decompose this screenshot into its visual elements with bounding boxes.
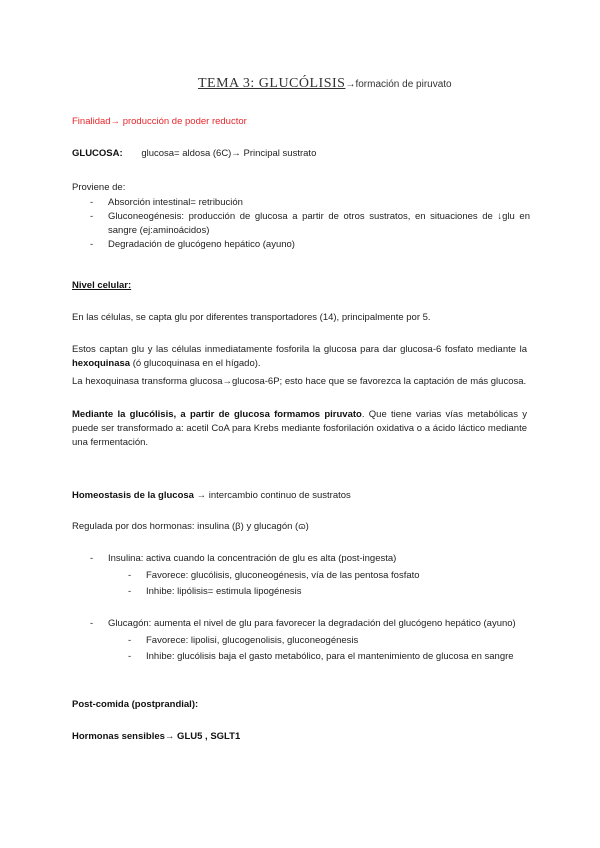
nivel-celular-p3: La hexoquinasa transforma glucosa→glucosa-6P; esto hace que se favorezca la captación de más glucosa. (72, 376, 527, 387)
proviene-heading: Proviene de: (72, 182, 126, 193)
list-item: - Absorción intestinal= retribución (90, 197, 243, 208)
title-main: TEMA 3: GLUCÓLISIS (198, 76, 346, 91)
bullet-dash: - (90, 211, 94, 222)
finalidad-line: Finalidad→ producción de poder reductor (72, 116, 247, 127)
page-title (198, 76, 452, 92)
bullet-dash: - (90, 553, 94, 564)
title-subtitle: →formación de piruvato (345, 79, 452, 90)
hexoquinasa-highlight: hexoquinasa (72, 358, 131, 369)
proviene-list (90, 196, 530, 252)
insulina-favorece: - Favorece: glucólisis, gluconeogénesis, vía de las pentosa fosfato (128, 570, 420, 581)
bullet-dash: - (128, 651, 132, 662)
list-item: - Degradación de glucógeno hepático (ayuno) (90, 239, 295, 250)
glucagon-inhibe: - Inhibe: glucólisis baja el gasto metabólico, para el mantenimiento de glucosa en sangre (128, 651, 514, 662)
glucosa-line (72, 148, 316, 159)
glucagon-item: - Glucagón: aumenta el nivel de glu para favorecer la degradación del glucógeno hepático (ayuno) (90, 618, 516, 629)
glucosa-text: glucosa= aldosa (6C)→ Principal sustrato (141, 148, 317, 159)
insulina-item: - Insulina: activa cuando la concentración de glu es alta (post-ingesta) (90, 553, 397, 564)
homeostasis-heading: Homeostasis de la glucosa → intercambio continuo de sustratos (72, 490, 351, 501)
nivel-celular-p4: Mediante la glucólisis, a partir de glucosa formamos piruvato. Que tiene varias vías metabólicas y puede ser transformado a: acetil CoA para Krebs mediante fosforilación oxidativa o a ácido láctico mediante una fermentación. (72, 409, 527, 448)
hormonas-sensibles: Hormonas sensibles→ GLU5 , SGLT1 (72, 731, 241, 742)
insulina-inhibe: - Inhibe: lipólisis= estimula lipogénesis (128, 586, 302, 597)
nivel-celular-heading: Nivel celular: (72, 280, 132, 291)
glucagon-favorece: - Favorece: lipolisi, glucogenolisis, gluconeogénesis (128, 635, 359, 646)
bullet-dash: - (90, 239, 94, 250)
bullet-dash: - (128, 586, 132, 597)
regulada-line: Regulada por dos hormonas: insulina (β) y glucagón (ɷ) (72, 521, 309, 532)
bullet-dash: - (128, 635, 132, 646)
post-comida-heading: Post-comida (postprandial): (72, 699, 199, 710)
glucolisis-highlight: Mediante la glucólisis, a partir de glucosa formamos piruvato (72, 409, 362, 420)
glucosa-label: GLUCOSA: (72, 148, 123, 159)
nivel-celular-p1: En las células, se capta glu por diferentes transportadores (14), principalmente por 5. (72, 312, 431, 323)
nivel-celular-p2: Estos captan glu y las células inmediatamente fosforila la glucosa para dar glucosa-6 fosfato mediante la hexoquinasa (ó glucoquinasa en el hígado). (72, 344, 527, 369)
bullet-dash: - (90, 197, 94, 208)
bullet-dash: - (90, 618, 94, 629)
bullet-dash: - (128, 570, 132, 581)
list-item: - Gluconeogénesis: producción de glucosa a partir de otros sustratos, en situaciones de ↓glu en sangre (ej:aminoácidos) (90, 211, 530, 236)
